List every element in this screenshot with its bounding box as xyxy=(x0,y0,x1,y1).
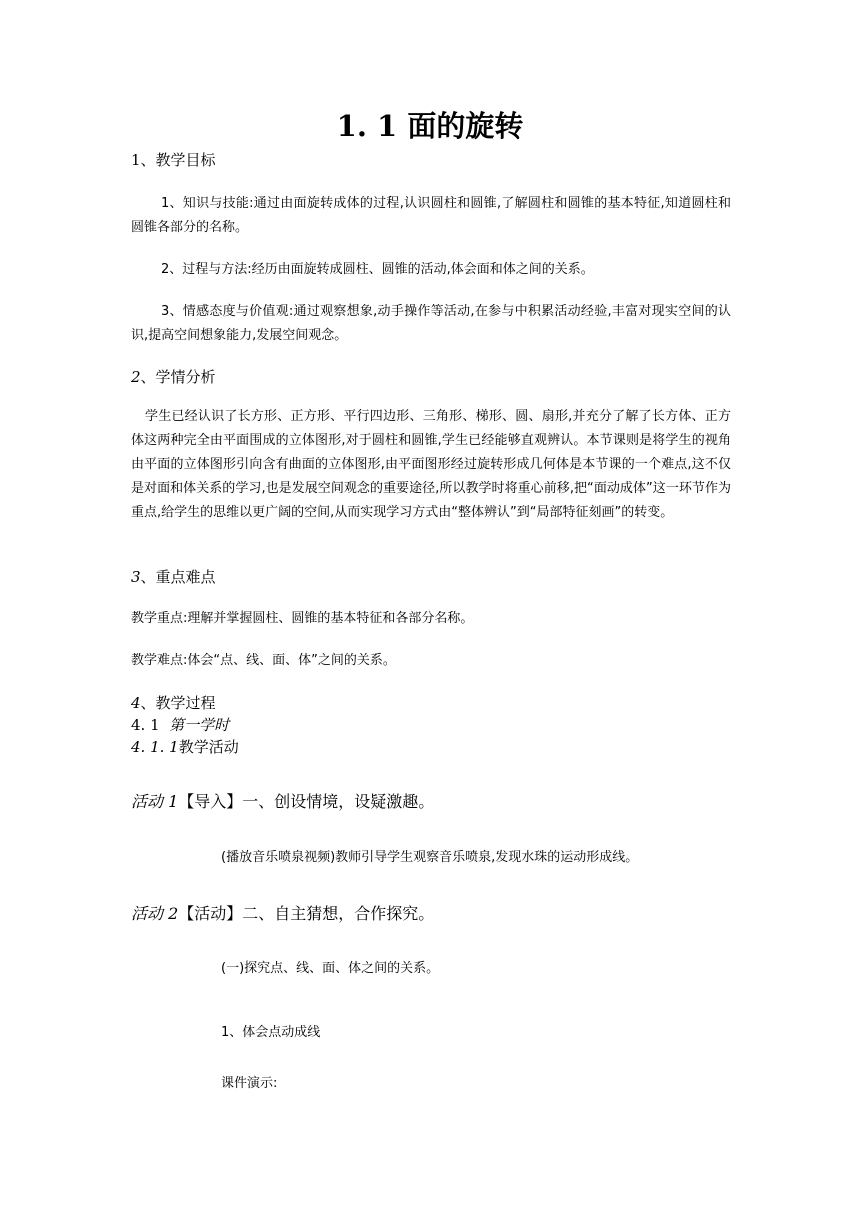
activity-2-line: 课件演示: xyxy=(221,1076,278,1091)
subsection-lesson-one xyxy=(131,714,229,736)
section-number: 3 xyxy=(131,568,141,586)
subsection-teaching-activities xyxy=(131,736,239,758)
section-heading-text: 、教学过程 xyxy=(140,694,216,712)
objective-item: 1、知识与技能:通过由面旋转成体的过程,认识圆柱和圆锥,了解圆柱和圆锥的基本特征,知道圆柱和圆锥各部分的名称。 xyxy=(131,196,731,235)
activity-label: 活动 2 xyxy=(131,904,179,923)
activity-1-text: (播放音乐喷泉视频)教师引导学生观察音乐喷泉,发现水珠的运动形成线。 xyxy=(221,850,639,865)
activity-2-heading xyxy=(131,902,434,926)
section-heading-key-points xyxy=(131,566,216,588)
section-heading-text: 、学情分析 xyxy=(140,368,216,386)
section-heading-objectives: 1、教学目标 xyxy=(131,151,216,169)
difficulty-text: 教学难点:体会“点、线、面、体”之间的关系。 xyxy=(131,653,396,668)
activity-1-heading xyxy=(131,790,434,814)
activity-2-line: 1、体会点动成线 xyxy=(221,1025,321,1040)
subsection-number: 4. 1 xyxy=(131,716,160,734)
section-number: 4 xyxy=(131,694,141,712)
section-heading-text: 、重点难点 xyxy=(140,568,216,586)
subsection-title: 教学活动 xyxy=(178,738,239,756)
activity-title: 【导入】一、创设情境，设疑激趣。 xyxy=(178,792,435,811)
activity-2-line: (一)探究点、线、面、体之间的关系。 xyxy=(221,961,440,976)
subsection-number: 4. 1. 1 xyxy=(131,738,179,756)
page-title: 1. 1 面的旋转 xyxy=(336,109,524,143)
objective-item: 2、过程与方法:经历由面旋转成圆柱、圆锥的活动,体会面和体之间的关系。 xyxy=(161,262,594,277)
activity-title: 【活动】二、自主猜想，合作探究。 xyxy=(178,904,435,923)
subsection-title: 第一学时 xyxy=(169,716,230,734)
analysis-paragraph: 学生已经认识了长方形、正方形、平行四边形、三角形、梯形、圆、扇形,并充分了解了长方体、正方体这两种完全由平面围成的立体图形,对于圆柱和圆锥,学生已经能够直观辨认。本节课则是将学生的视角由平面的立体图形引向含有曲面的立体图形,由平面图形经过旋转形成几何体是本节课的一个难点,这不仅是对面和体关系的学习,也是发展空间观念的重要途径,所以教学时将重心前移,把“面动成体”这一环节作为重点,给学生的思维以更广阔的空间,从而实现学习方式由“整体辨认”到“局部特征刻画”的转变。 xyxy=(131,409,731,520)
objective-item: 3、情感态度与价值观:通过观察想象,动手操作等活动,在参与中积累活动经验,丰富对现实空间的认识,提高空间想象能力,发展空间观念。 xyxy=(131,304,731,343)
section-heading-analysis xyxy=(131,366,216,388)
key-point-text: 教学重点:理解并掌握圆柱、圆锥的基本特征和各部分名称。 xyxy=(131,611,474,626)
section-number: 2 xyxy=(131,368,141,386)
activity-label: 活动 1 xyxy=(131,792,179,811)
section-heading-process xyxy=(131,692,216,714)
